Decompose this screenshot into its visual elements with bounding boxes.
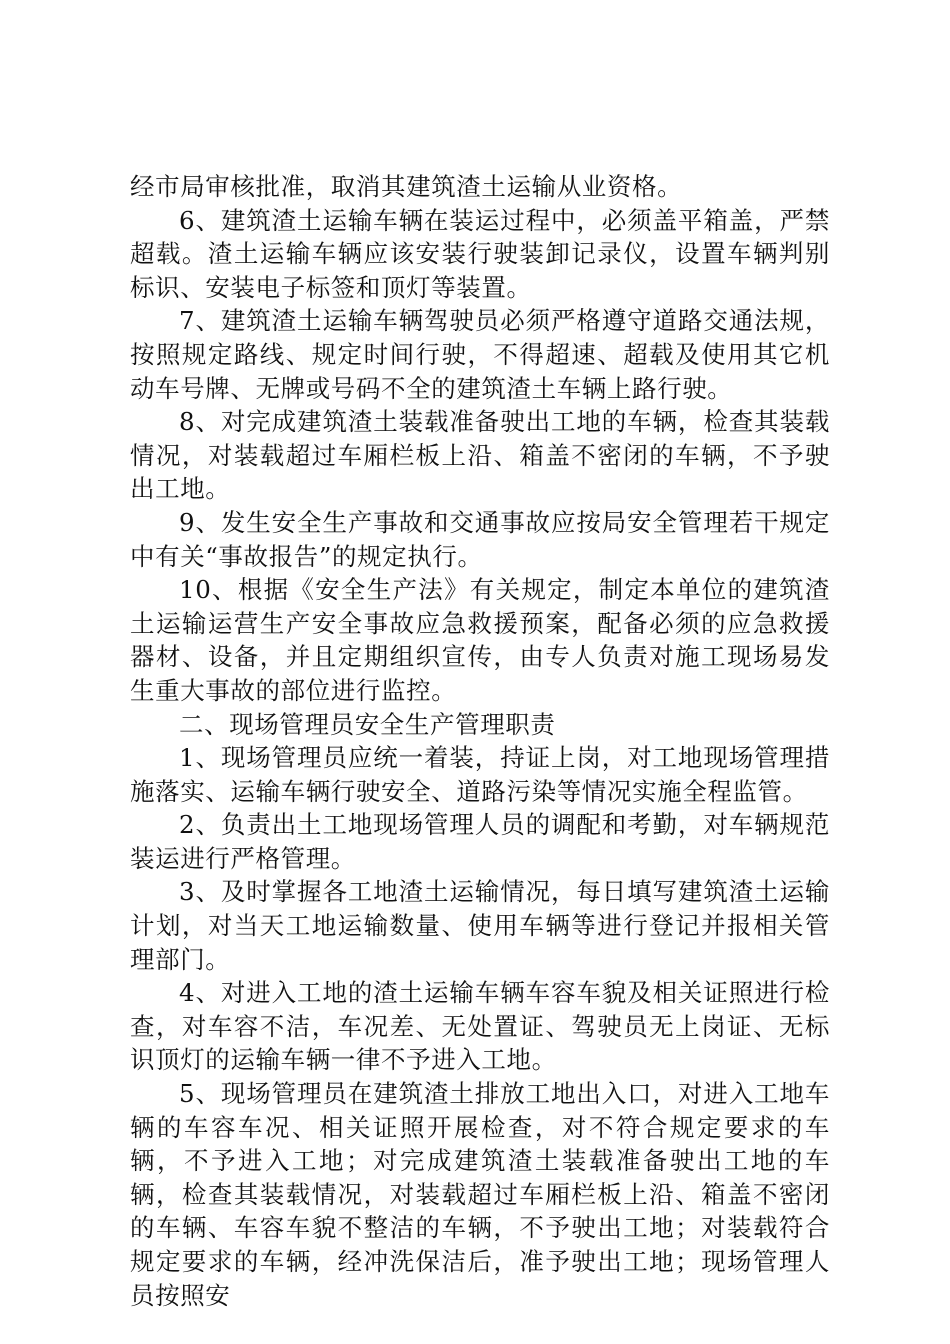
paragraph-item-6: 6、建筑渣土运输车辆在装运过程中，必须盖平箱盖，严禁超载。渣土运输车辆应该安装行驶装卸记录仪，设置车辆判别标识、安装电子标签和顶灯等装置。	[130, 205, 830, 302]
paragraph-manager-4: 4、对进入工地的渣土运输车辆车容车貌及相关证照进行检查，对车容不洁，车况差、无处置证、驾驶员无上岗证、无标识顶灯的运输车辆一律不予进入工地。	[130, 978, 830, 1075]
document-body	[130, 170, 830, 1312]
paragraph-manager-2: 2、负责出土工地现场管理人员的调配和考勤，对车辆规范装运进行严格管理。	[130, 810, 830, 873]
section-heading: 二、现场管理员安全生产管理职责	[179, 709, 556, 739]
paragraph-manager-1: 1、现场管理员应统一着装，持证上岗，对工地现场管理措施落实、运输车辆行驶安全、道路污染等情况实施全程监管。	[130, 743, 830, 806]
paragraph-item-8: 8、对完成建筑渣土装载准备驶出工地的车辆，检查其装载情况，对装载超过车厢栏板上沿、箱盖不密闭的车辆，不予驶出工地。	[130, 407, 830, 504]
paragraph-item-9: 9、发生安全生产事故和交通事故应按局安全管理若干规定中有关“事故报告”的规定执行。	[130, 507, 830, 571]
paragraph-manager-3: 3、及时掌握各工地渣土运输情况，每日填写建筑渣土运输计划，对当天工地运输数量、使用车辆等进行登记并报相关管理部门。	[130, 877, 830, 974]
paragraph-item-7: 7、建筑渣土运输车辆驾驶员必须严格遵守道路交通法规，按照规定路线、规定时间行驶，不得超速、超载及使用其它机动车号牌、无牌或号码不全的建筑渣土车辆上路行驶。	[130, 306, 830, 403]
paragraph-continuation: 经市局审核批准，取消其建筑渣土运输从业资格。	[130, 172, 683, 201]
paragraph-manager-5: 5、现场管理员在建筑渣土排放工地出入口，对进入工地车辆的车容车况、相关证照开展检查，对不符合规定要求的车辆，不予进入工地；对完成建筑渣土装载准备驶出工地的车辆，检查其装载情况，对装载超过车厢栏板上沿、箱盖不密闭的车辆、车容车貌不整洁的车辆，不予驶出工地；对装载符合规定要求的车辆，经冲洗保洁后，准予驶出工地；现场管理人员按照安	[130, 1079, 830, 1310]
paragraph-item-10: 10、根据《安全生产法》有关规定，制定本单位的建筑渣土运输运营生产安全事故应急救援预案，配备必须的应急救援器材、设备，并且定期组织宣传，由专人负责对施工现场易发生重大事故的部位进行监控。	[130, 575, 830, 705]
